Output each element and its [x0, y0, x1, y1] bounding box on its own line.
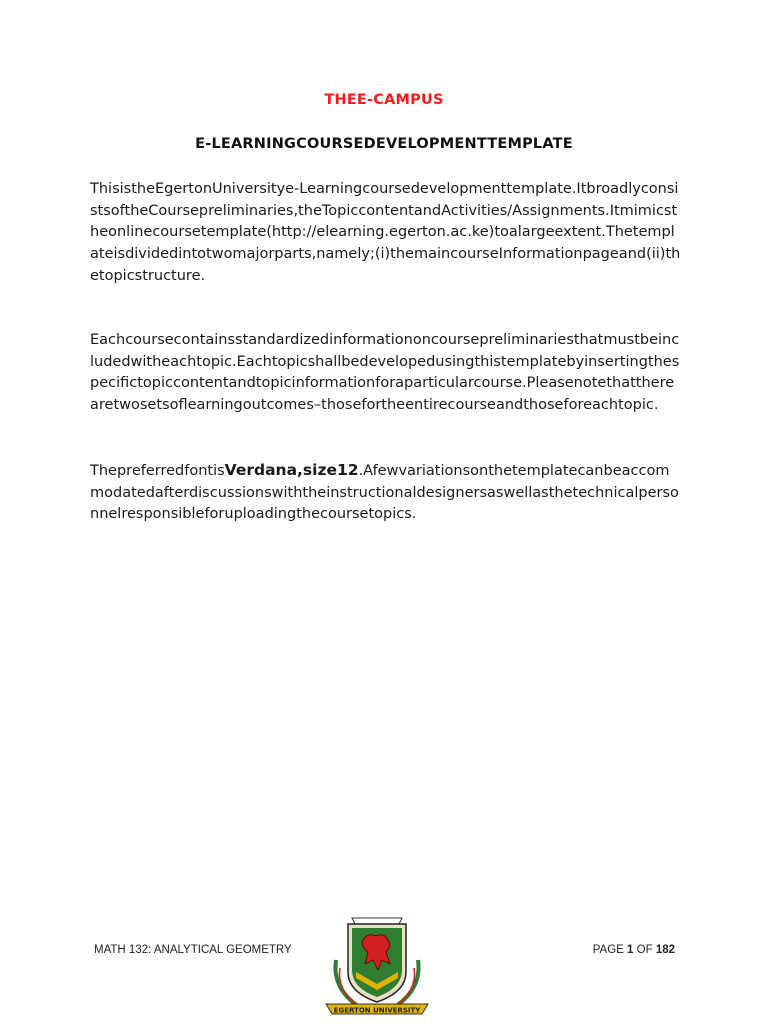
- page-total: 182: [655, 944, 675, 956]
- font-text-before: Thepreferredfontis: [90, 463, 225, 479]
- font-name-bold: Verdana,size12: [224, 461, 359, 479]
- footer-course-label: MATH 132: ANALYTICAL GEOMETRY: [94, 944, 292, 956]
- page-prefix: PAGE: [592, 944, 624, 956]
- document-title: E-LEARNINGCOURSEDEVELOPMENTTEMPLATE: [195, 136, 573, 152]
- page-of: OF: [636, 944, 653, 956]
- paragraph-intro: ThisistheEgertonUniversitye-Learningcoursedevelopmenttemplate.ItbroadlyconsistsoftheCoursepreliminaries,theTopiccontentandActivities/Assignments.Itmimicstheonlinecoursetemplate(http://elearning.egerton.ac.ke)toalargeextent.Thetemplateisdividedintotwomajorparts,namely;(i)themaincourseInformationpageand(ii)thetopicstructure.: [90, 181, 681, 284]
- university-crest-logo: [318, 910, 436, 1022]
- paragraph-font-preference: [90, 460, 682, 526]
- paragraph-standardized-info: Eachcoursecontainsstandardizedinformationoncoursepreliminariesthatmustbeincludedwitheachtopic.Eachtopicshallbedevelopedusingthistemplatebyinsertingthespecifictopiccontentandtopicinformationforaparticularcourse.Pleasenotethattherearetwosetsoflearningoutcomes–thosefortheentirecourseandthoseforeachtopic.: [90, 332, 680, 414]
- page-current: 1: [627, 944, 634, 956]
- footer-page-number: [593, 944, 675, 956]
- campus-title: THEE-CAMPUS: [324, 92, 444, 108]
- font-text-after: .Afewvariationsonthetemplatecanbeaccommodatedafterdiscussionswiththeinstructionaldesignersaswellasthetechnicalpersonnelresponsibleforuploadingthecoursetopics.: [90, 463, 679, 523]
- crest-banner-text: EGERTON UNIVERSITY: [333, 1006, 421, 1015]
